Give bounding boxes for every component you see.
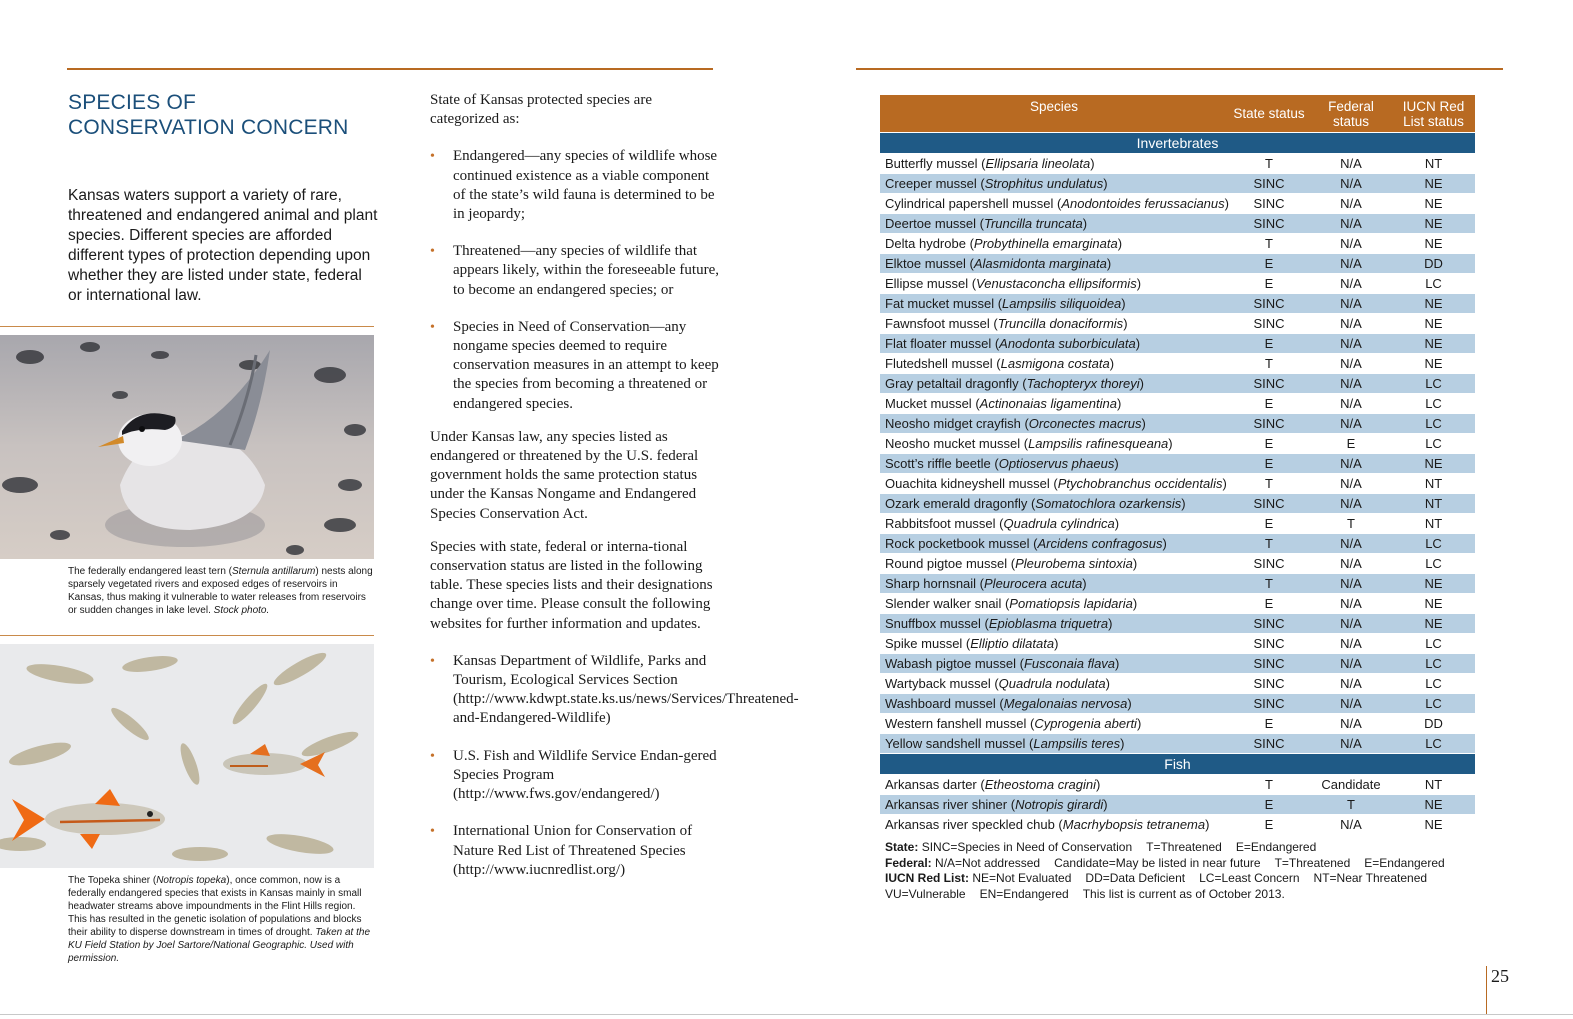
federal-status: N/A [1340,276,1362,291]
iucn-status: LC [1425,636,1442,651]
species-name: Neosho mucket mussel (Lampsilis rafinesqueana) [885,436,1173,451]
table-row [880,233,1475,253]
table-row [880,593,1475,613]
iucn-status: LC [1425,536,1442,551]
iucn-status: NE [1424,176,1443,191]
scientific-name: Lampsilis teres [1033,736,1121,751]
common-name: Arkansas darter [885,777,977,792]
state-status: E [1264,596,1274,611]
federal-status: N/A [1340,496,1362,511]
iucn-status: NE [1424,336,1443,351]
table-row [880,353,1475,373]
table-row [880,673,1475,693]
iucn-status: NT [1424,516,1443,531]
species-name: Flutedshell mussel (Lasmigona costata) [885,356,1115,371]
table-row [880,173,1475,193]
state-status: E [1264,516,1274,531]
page-number: 25 [1491,966,1509,986]
common-name: Rabbitsfoot mussel [885,516,996,531]
common-name: Elktoe mussel [885,256,966,271]
iucn-status: LC [1425,556,1442,571]
iucn-status: NE [1424,616,1443,631]
federal-status: N/A [1340,817,1362,832]
table-row [880,794,1475,814]
common-name: Creeper mussel [885,176,977,191]
state-status: E [1264,716,1274,731]
scientific-name: Pleurobema sintoxia [1015,556,1133,571]
iucn-status: NE [1424,356,1443,371]
scientific-name: Optioservus phaeus [998,456,1115,471]
state-status: SINC [1253,296,1285,311]
common-name: Neosho midget crayfish [885,416,1021,431]
table-row [880,293,1475,313]
scientific-name: Notropis girardi [1015,797,1104,812]
scientific-name: Epioblasma triquetra [988,616,1109,631]
common-name: Snuffbox mussel [885,616,981,631]
federal-status: N/A [1340,576,1362,591]
federal-status: N/A [1340,256,1362,271]
common-name: Round pigtoe mussel [885,556,1008,571]
intro-paragraph: Kansas waters support a variety of rare, threatened and endangered animal and plant species. Different species are afforded different types of protection depending upon whether they are listed under state, federal or international law. [68,187,378,304]
bullet-sinc: • Species in Need of Conservation—any nongame species deemed to require conservation measures in an attempt to keep the species from becoming a threatened or endangered species. [430,318,720,414]
topeka-shiner-caption: The Topeka shiner (Notropis topeka), once common, now is a federally endangered species that exists in Kansas mainly in small headwater streams above impoundments in the Flint Hills region. This has resulted in the genetic isolation of populations and blocks their ability to disperse downstream in times of drought. Taken at the KU Field Station by Joel Sartore/National Geographic. Used with permission. [68,875,371,964]
page-number-rule [1486,966,1487,1014]
table-row [880,253,1475,273]
scientific-name: Cyprogenia aberti [1034,716,1137,731]
common-name: Western fanshell mussel [885,716,1027,731]
iucn-status: NE [1424,797,1443,812]
state-status: SINC [1253,376,1285,391]
table-row [880,814,1475,834]
state-status: SINC [1253,656,1285,671]
table-row [880,633,1475,653]
iucn-status: NE [1424,296,1443,311]
federal-status: N/A [1340,196,1362,211]
species-name: Spike mussel (Elliptio dilatata) [885,636,1059,651]
bullet-endangered: • Endangered—any species of wildlife whose continued existence as a viable component of the state’s wild fauna is determined to be in jeopardy; [430,147,720,224]
federal-status: N/A [1340,376,1362,391]
least-tern-caption: The federally endangered least tern (Sternula antillarum) nests along sparsely vegetated rivers and exposed edges of reservoirs in Kansas, thus making it vulnerable to water releases from reservoirs or sudden changes in lake level. Stock photo. [68,566,373,616]
table-row [880,413,1475,433]
table-header [880,95,1475,132]
state-status: E [1264,817,1274,832]
state-status: T [1265,236,1273,251]
scientific-name: Truncilla donaciformis [997,316,1124,331]
link-kdwpt[interactable]: • Kansas Department of Wildlife, Parks and Tourism, Ecological Services Section (http://www.kdwpt.state.ks.us/news/Services/Threatened-and-Endangered-Wildlife) [430,652,720,729]
state-status: T [1265,777,1273,792]
species-name: Round pigtoe mussel (Pleurobema sintoxia) [885,556,1138,571]
state-status: SINC [1253,316,1285,331]
table-row [880,513,1475,533]
iucn-status: NE [1424,596,1443,611]
species-name: Rock pocketbook mussel (Arcidens confragosus) [885,536,1167,551]
state-status: E [1264,436,1274,451]
federal-status: N/A [1340,556,1362,571]
iucn-status: DD [1424,716,1443,731]
state-status: T [1265,576,1273,591]
table-row [880,713,1475,733]
iucn-status: LC [1425,436,1442,451]
species-name: Fawnsfoot mussel (Truncilla donaciformis) [885,316,1128,331]
common-name: Scott’s riffle beetle [885,456,991,471]
state-status: SINC [1253,696,1285,711]
species-name: Neosho midget crayfish (Orconectes macrus) [885,416,1146,431]
legend-federal: Federal: N/A=Not addressed Candidate=May be listed in near future T=Threatened E=Endangered [885,855,1445,870]
scientific-name: Quadrula nodulata [998,676,1106,691]
table-row [880,733,1475,753]
state-status: T [1265,536,1273,551]
species-name: Ellipse mussel (Venustaconcha ellipsiformis) [885,276,1142,291]
common-name: Slender walker snail [885,596,1002,611]
link-fws[interactable]: • U.S. Fish and Wildlife Service Endan-gered Species Program (http://www.fws.gov/endangered/) [430,747,720,805]
scientific-name: Somatochlora ozarkensis [1035,496,1182,511]
federal-status: N/A [1340,736,1362,751]
table-row [880,153,1475,173]
table-row [880,553,1475,573]
scientific-name: Etheostoma cragini [984,777,1096,792]
table-row [880,533,1475,553]
federal-status: N/A [1340,336,1362,351]
table-body [880,132,1475,834]
scientific-name: Lampsilis siliquoidea [1002,296,1122,311]
link-iucn[interactable]: • International Union for Conservation of Nature Red List of Threatened Species (http://www.iucnredlist.org/) [430,822,720,880]
common-name: Cylindrical papershell mussel [885,196,1054,211]
federal-status: T [1347,797,1355,812]
scientific-name: Pleurocera acuta [984,576,1083,591]
species-name: Delta hydrobe (Probythinella emarginata) [885,236,1123,251]
bullet-threatened: • Threatened—any species of wildlife that appears likely, within the foreseeable future, to become an endangered species; or [430,242,720,300]
scientific-name: Fusconaia flava [1023,656,1116,671]
scientific-name: Ellipsaria lineolata [985,156,1091,171]
species-name: Yellow sandshell mussel (Lampsilis teres) [885,736,1125,751]
scientific-name: Lampsilis rafinesqueana [1028,436,1169,451]
scientific-name: Venustaconcha ellipsiformis [976,276,1137,291]
iucn-status: NT [1424,777,1443,792]
species-name: Western fanshell mussel (Cyprogenia aberti) [885,716,1142,731]
state-status: T [1265,476,1273,491]
federal-status: N/A [1340,596,1362,611]
body-text-column [430,91,799,880]
divider [0,635,374,636]
federal-status: N/A [1340,396,1362,411]
common-name: Delta hydrobe [885,236,966,251]
iucn-status: LC [1425,396,1442,411]
scientific-name: Alasmidonta marginata [973,256,1107,271]
iucn-status: NE [1424,817,1443,832]
topeka-shiner-photo [0,644,374,868]
table-row [880,273,1475,293]
scientific-name: Anodontoides ferussacianus [1061,196,1225,211]
federal-status: N/A [1340,716,1362,731]
table-row [880,193,1475,213]
table-row [880,573,1475,593]
common-name: Washboard mussel [885,696,996,711]
species-name: Gray petaltail dragonfly (Tachopteryx thoreyi) [885,376,1144,391]
table-row [880,693,1475,713]
common-name: Flat floater mussel [885,336,992,351]
common-name: Mucket mussel [885,396,972,411]
col-iucn: IUCN Red List status [1402,98,1465,129]
iucn-status: LC [1425,736,1442,751]
iucn-status: LC [1425,416,1442,431]
state-status: SINC [1253,736,1285,751]
iucn-status: DD [1424,256,1443,271]
iucn-status: LC [1425,376,1442,391]
federal-status: N/A [1340,616,1362,631]
species-name: Sharp hornsnail (Pleurocera acuta) [885,576,1087,591]
common-name: Neosho mucket mussel [885,436,1021,451]
table-row [880,653,1475,673]
legend-iucn-2: VU=Vulnerable EN=Endangered This list is current as of October 2013. [885,886,1285,901]
state-status: SINC [1253,176,1285,191]
table-section-header: Fish [880,753,1475,774]
table-row [880,473,1475,493]
table-row [880,393,1475,413]
state-status: E [1264,336,1274,351]
state-status: T [1265,356,1273,371]
species-name: Creeper mussel (Strophitus undulatus) [885,176,1108,191]
state-status: E [1264,456,1274,471]
table-row [880,613,1475,633]
species-name: Ouachita kidneyshell mussel (Ptychobranchus occidentalis) [885,476,1227,491]
paragraph: State of Kansas protected species are categorized as: [430,92,652,128]
scientific-name: Ptychobranchus occidentalis [1057,476,1223,491]
page-title: SPECIES OF CONSERVATION CONCERN [68,91,349,139]
table-row [880,213,1475,233]
federal-status: N/A [1340,236,1362,251]
scientific-name: Pomatiopsis lapidaria [1009,596,1133,611]
scientific-name: Probythinella emarginata [973,236,1118,251]
federal-status: N/A [1340,416,1362,431]
common-name: Yellow sandshell mussel [885,736,1026,751]
iucn-status: LC [1425,676,1442,691]
iucn-status: NT [1424,476,1443,491]
table-row [880,774,1475,794]
col-federal: Federal status [1328,98,1374,129]
state-status: SINC [1253,636,1285,651]
common-name: Gray petaltail dragonfly [885,376,1019,391]
iucn-status: NE [1424,576,1443,591]
scientific-name: Actinonaias ligamentina [979,396,1117,411]
species-name: Arkansas river speckled chub (Macrhybopsis tetranema) [885,817,1210,832]
iucn-status: LC [1425,696,1442,711]
federal-status: T [1347,516,1355,531]
common-name: Arkansas river shiner [885,797,1008,812]
species-name: Slender walker snail (Pomatiopsis lapidaria) [885,596,1138,611]
scientific-name: Truncilla truncata [984,216,1083,231]
species-name: Elktoe mussel (Alasmidonta marginata) [885,256,1112,271]
iucn-status: NE [1424,316,1443,331]
species-name: Arkansas river shiner (Notropis girardi) [885,797,1108,812]
federal-status: N/A [1340,476,1362,491]
common-name: Fawnsfoot mussel [885,316,990,331]
federal-status: N/A [1340,656,1362,671]
federal-status: E [1346,436,1356,451]
state-status: E [1264,256,1274,271]
state-status: SINC [1253,196,1285,211]
legend-iucn: IUCN Red List: NE=Not Evaluated DD=Data Deficient LC=Least Concern NT=Near Threatened [885,871,1428,885]
common-name: Butterfly mussel [885,156,978,171]
species-name: Wabash pigtoe mussel (Fusconaia flava) [885,656,1120,671]
paragraph: Under Kansas law, any species listed as endangered or threatened by the U.S. federal government holds the same protection status under the Kansas Nongame and Endangered Species Conservation Act. [430,428,699,522]
scientific-name: Megalonaias nervosa [1003,696,1128,711]
scientific-name: Strophitus undulatus [984,176,1104,191]
least-tern-photo [0,335,374,559]
right-page-top-rule [856,68,1503,70]
species-name: Rabbitsfoot mussel (Quadrula cylindrica) [885,516,1120,531]
table-legend [885,840,1485,902]
federal-status: N/A [1340,216,1362,231]
species-table [880,95,1475,834]
state-status: SINC [1253,416,1285,431]
col-state: State status [1233,106,1305,121]
scientific-name: Tachopteryx thoreyi [1026,376,1140,391]
scientific-name: Orconectes macrus [1028,416,1142,431]
species-name: Flat floater mussel (Anodonta suborbiculata) [885,336,1141,351]
common-name: Flutedshell mussel [885,356,993,371]
table-row [880,333,1475,353]
scientific-name: Macrhybopsis tetranema [1062,817,1206,832]
common-name: Wabash pigtoe mussel [885,656,1017,671]
iucn-status: NE [1424,456,1443,471]
scientific-name: Quadrula cylindrica [1003,516,1115,531]
common-name: Wartyback mussel [885,676,991,691]
species-name: Mucket mussel (Actinonaias ligamentina) [885,396,1122,411]
left-page-top-rule [67,68,713,70]
common-name: Ouachita kidneyshell mussel [885,476,1050,491]
iucn-status: NE [1424,216,1443,231]
state-status: SINC [1253,216,1285,231]
species-name: Wartyback mussel (Quadrula nodulata) [885,676,1110,691]
species-name: Cylindrical papershell mussel (Anodontoides ferussacianus) [885,196,1229,211]
federal-status: N/A [1340,296,1362,311]
state-status: E [1264,797,1274,812]
scientific-name: Anodonta suborbiculata [999,336,1136,351]
species-name: Fat mucket mussel (Lampsilis siliquoidea) [885,296,1126,311]
state-status: SINC [1253,616,1285,631]
federal-status: N/A [1340,456,1362,471]
species-name: Arkansas darter (Etheostoma cragini) [885,777,1101,792]
iucn-status: NE [1424,236,1443,251]
state-status: SINC [1253,496,1285,511]
col-species: Species [1029,99,1079,114]
federal-status: N/A [1340,636,1362,651]
species-name: Snuffbox mussel (Epioblasma triquetra) [885,616,1113,631]
species-name: Butterfly mussel (Ellipsaria lineolata) [885,156,1095,171]
common-name: Ellipse mussel [885,276,969,291]
federal-status: N/A [1340,316,1362,331]
species-name: Washboard mussel (Megalonaias nervosa) [885,696,1132,711]
table-row [880,373,1475,393]
common-name: Deertoe mussel [885,216,977,231]
iucn-status: NT [1424,156,1443,171]
scientific-name: Elliptio dilatata [970,636,1055,651]
common-name: Rock pocketbook mussel [885,536,1030,551]
table-row [880,313,1475,333]
page-bottom-edge [0,1014,1573,1015]
table-section-header: Invertebrates [880,132,1475,153]
federal-status: N/A [1340,696,1362,711]
common-name: Fat mucket mussel [885,296,995,311]
common-name: Ozark emerald dragonfly [885,496,1028,511]
species-name: Scott’s riffle beetle (Optioservus phaeus) [885,456,1119,471]
federal-status: N/A [1340,676,1362,691]
state-status: T [1265,156,1273,171]
iucn-status: LC [1425,656,1442,671]
scientific-name: Arcidens confragosus [1037,536,1163,551]
iucn-status: NT [1424,496,1443,511]
state-status: SINC [1253,676,1285,691]
state-status: E [1264,276,1274,291]
divider [0,326,374,327]
legend-state: State: SINC=Species in Need of Conservation T=Threatened E=Endangered [885,840,1317,854]
common-name: Arkansas river speckled chub [885,817,1055,832]
species-name: Deertoe mussel (Truncilla truncata) [885,216,1088,231]
state-status: E [1264,396,1274,411]
scientific-name: Lasmigona costata [1000,356,1110,371]
iucn-status: NE [1424,196,1443,211]
federal-status: N/A [1340,356,1362,371]
species-name: Ozark emerald dragonfly (Somatochlora ozarkensis) [885,496,1186,511]
federal-status: Candidate [1321,777,1381,792]
table-row [880,453,1475,473]
iucn-status: LC [1425,276,1442,291]
table-row [880,433,1475,453]
state-status: SINC [1253,556,1285,571]
paragraph: Species with state, federal or interna-tional conservation status are listed in the following table. These species lists and their designations change over time. Please consult the following websites for further information and updates. [430,538,713,632]
federal-status: N/A [1340,536,1362,551]
common-name: Sharp hornsnail [885,576,977,591]
federal-status: N/A [1340,176,1362,191]
common-name: Spike mussel [885,636,963,651]
federal-status: N/A [1340,156,1362,171]
table-row [880,493,1475,513]
